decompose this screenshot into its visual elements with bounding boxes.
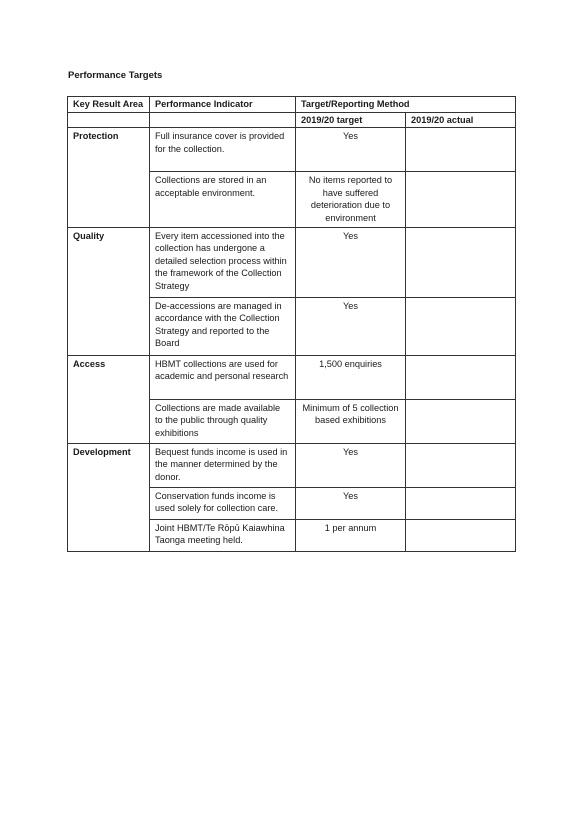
- target-cell: No items reported to have suffered deterioration due to environment: [296, 172, 406, 227]
- header-2019-20-actual: 2019/20 actual: [406, 112, 516, 128]
- table-row: [68, 355, 516, 399]
- actual-cell: [406, 399, 516, 443]
- subheader-empty-cell: [68, 112, 150, 128]
- target-cell: 1 per annum: [296, 519, 406, 551]
- indicator-cell: De-accessions are managed in accordance with the Collection Strategy and reported to the Board: [150, 297, 296, 355]
- target-cell: Yes: [296, 128, 406, 172]
- header-key-result-area: Key Result Area: [68, 97, 150, 113]
- target-cell: Minimum of 5 collection based exhibitions: [296, 399, 406, 443]
- indicator-cell: Conservation funds income is used solely for collection care.: [150, 487, 296, 519]
- actual-cell: [406, 227, 516, 297]
- header-performance-indicator: Performance Indicator: [150, 97, 296, 113]
- target-cell: Yes: [296, 227, 406, 297]
- subheader-row: [68, 112, 516, 128]
- area-access: Access: [68, 355, 150, 443]
- header-row: [68, 97, 516, 113]
- indicator-cell: Every item accessioned into the collection has undergone a detailed selection process within the framework of the Collection Strategy: [150, 227, 296, 297]
- target-cell: Yes: [296, 297, 406, 355]
- target-cell: Yes: [296, 443, 406, 487]
- table-row: [68, 227, 516, 297]
- indicator-cell: Collections are stored in an acceptable environment.: [150, 172, 296, 227]
- actual-cell: [406, 172, 516, 227]
- target-cell: Yes: [296, 487, 406, 519]
- table-row: [68, 128, 516, 172]
- area-development: Development: [68, 443, 150, 551]
- performance-targets-table: [67, 96, 516, 552]
- indicator-cell: Bequest funds income is used in the manner determined by the donor.: [150, 443, 296, 487]
- subheader-empty-cell: [150, 112, 296, 128]
- area-protection: Protection: [68, 128, 150, 227]
- indicator-cell: Joint HBMT/Te Rōpū Kaiawhina Taonga meeting held.: [150, 519, 296, 551]
- header-target-reporting-method: Target/Reporting Method: [296, 97, 516, 113]
- actual-cell: [406, 297, 516, 355]
- header-2019-20-target: 2019/20 target: [296, 112, 406, 128]
- indicator-cell: HBMT collections are used for academic and personal research: [150, 355, 296, 399]
- actual-cell: [406, 443, 516, 487]
- actual-cell: [406, 519, 516, 551]
- actual-cell: [406, 355, 516, 399]
- page-title: Performance Targets: [68, 70, 163, 81]
- area-quality: Quality: [68, 227, 150, 355]
- indicator-cell: Collections are made available to the public through quality exhibitions: [150, 399, 296, 443]
- target-cell: 1,500 enquiries: [296, 355, 406, 399]
- indicator-cell: Full insurance cover is provided for the collection.: [150, 128, 296, 172]
- actual-cell: [406, 128, 516, 172]
- table-row: [68, 443, 516, 487]
- actual-cell: [406, 487, 516, 519]
